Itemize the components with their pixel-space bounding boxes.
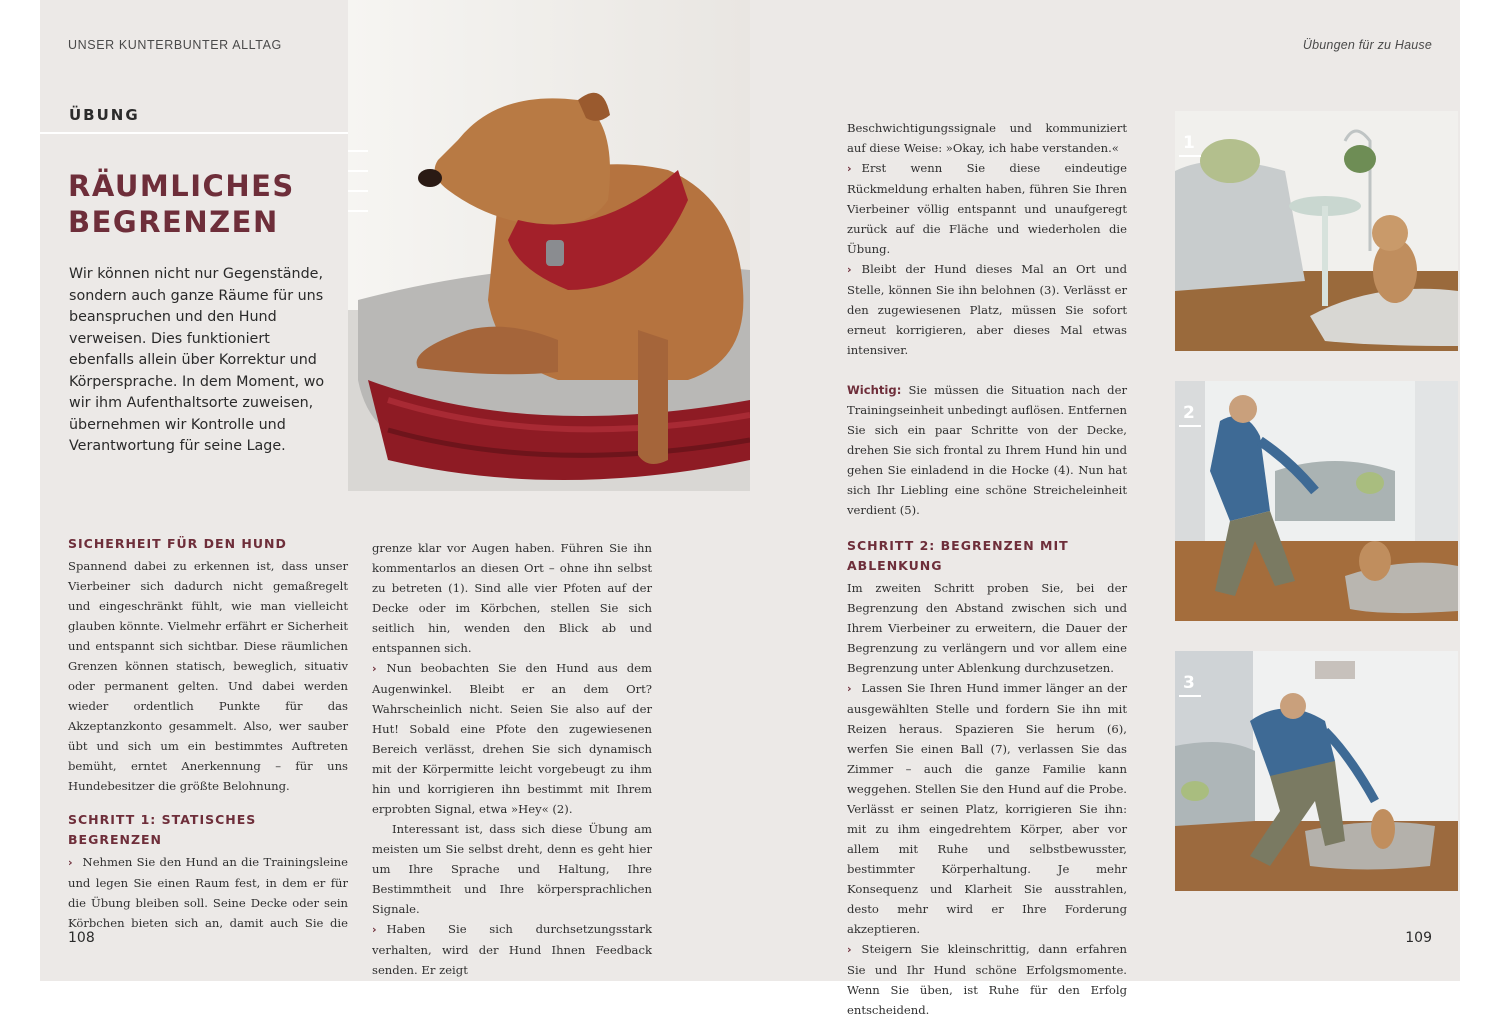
bullet-marker: ›: [372, 923, 377, 936]
step2-bullet-1: Lassen Sie Ihren Hund immer länger an der ausgewählten Stelle und fordern Sie ihn mit Reizen heraus. Spazieren Sie herum (6), werfen Sie einen Ball (7), verlassen Sie das Zimmer – auch die ganze Familie kann weggehen. Stellen Sie den Hund auf die Probe. Verlässt er seinen Platz, korrigieren Sie ihn: mit zu ihm eingedrehtem Körper, aber vor allem mit Ruhe und selbstbewusster, bestimmter Körperhaltung. Je mehr Konsequenz und Klarheit Sie ausstrahlen, desto mehr wird er Ihre Forderung akzeptieren.: [847, 681, 1127, 936]
section-heading-step1: SCHRITT 1: STATISCHES BEGRENZEN: [68, 812, 257, 847]
intro-paragraph: Wir können nicht nur Gegenstände, sondern auch ganze Räume für uns beanspruchen und den Hund verweisen. Dies funktioniert ebenfalls allein über Korrektur und Körpersprache. In dem Moment, wo wir ihm Aufenthaltsorte zuweisen, übernehmen wir Kontrolle und Verantwortung für seine Lage.: [69, 266, 325, 454]
step2-bullet-2: Steigern Sie kleinschrittig, dann erfahren Sie und Ihr Hund schöne Erfolgsmomente. Wenn Sie üben, ist Ruhe für den Erfolg entscheidend.: [847, 942, 1127, 1017]
bullet-marker: ›: [847, 943, 852, 956]
page-title: [68, 168, 348, 240]
right-page-column: [847, 118, 1127, 1020]
bullet-marker: ›: [847, 682, 852, 695]
page-number-left: 108: [68, 930, 95, 946]
step1-continuation: [372, 538, 652, 980]
important-label: Wichtig:: [847, 383, 902, 397]
title-line-2: BEGRENZEN: [68, 205, 279, 239]
photo-number-3: 3: [1183, 673, 1195, 693]
step-photo-2: [1175, 381, 1458, 621]
step2-paragraph: Im zweiten Schritt proben Sie, bei der Begrenzung den Abstand zwischen sich und Ihrem Vierbeiner zu erweitern, die Dauer der Begrenzung zu verlängern und vor allem eine Begrenzung unter Ablenkung durchzusetzen.: [847, 581, 1127, 675]
section-heading-safety: SICHERHEIT FÜR DEN HUND: [68, 536, 287, 551]
page-number-right: 109: [1405, 930, 1432, 946]
right-bullet-1: Erst wenn Sie diese eindeutige Rückmeldung erhalten haben, führen Sie Ihren Vierbeiner völlig entspannt und unaufgeregt zurück auf die Fläche und wiederholen die Übung.: [847, 161, 1127, 256]
right-bullet-2: Bleibt der Hund dieses Mal an Ort und Stelle, können Sie ihn belohnen (3). Verlässt er den zugewiesenen Platz, müssen Sie sofort erneut korrigieren, aber dieses Mal etwas intensiver.: [847, 262, 1127, 357]
step1-bullet-3: Haben Sie sich durchsetzungsstark verhalten, wird der Hund Ihnen Feedback senden. Er zeigt: [372, 922, 652, 977]
photo-number-rule: [1179, 425, 1201, 427]
running-title-right: Übungen für zu Hause: [1302, 38, 1432, 52]
step2-heading-line-1: SCHRITT 2: BEGRENZEN MIT: [847, 538, 1069, 553]
step2-heading-line-2: ABLENKUNG: [847, 558, 943, 573]
right-paragraph-1: Beschwichtigungssignale und kommuniziert auf diese Weise: »Okay, ich habe verstanden.«: [847, 121, 1127, 155]
section-heading-step2: [847, 536, 1127, 576]
left-page-column-1: [68, 534, 348, 932]
step1-bullet-1-cont: grenze klar vor Augen haben. Führen Sie ihn kommentarlos an diesen Ort – ohne ihn selbst zu betreten (1). Sind alle vier Pfoten auf der Decke oder im Körbchen, stellen Sie sich seitlich hin, wenden den Blick ab und entspannen sich.: [372, 541, 652, 655]
step2-text: [847, 578, 1127, 1020]
important-text: Sie müssen die Situation nach der Trainingseinheit unbedingt auflösen. Entfernen Sie sich ein paar Schritte von der Decke, drehen Sie sich frontal zu Ihrem Hund hin und gehen Sie einladend in die Hocke (4). Nun hat sich Ihr Liebling eine schöne Streicheleinheit verdient (5).: [847, 383, 1127, 517]
bullet-marker: ›: [68, 856, 73, 869]
exercise-label: ÜBUNG: [69, 106, 140, 124]
step1-bullet-1: Nehmen Sie den Hund an die Trainingsleine und legen Sie einen Raum fest, in dem er für die Übung bleiben soll. Seine Decke oder sein Körbchen bieten sich an, damit auch Sie die: [68, 855, 348, 930]
bullet-marker: ›: [372, 662, 377, 675]
step-photo-3: [1175, 651, 1458, 891]
bullet-marker: ›: [847, 263, 852, 276]
title-line-1: RÄUMLICHES: [68, 169, 295, 203]
dog-on-cushion-photo: [348, 0, 750, 491]
photo-number-rule: [1179, 695, 1201, 697]
right-text-block-1: [847, 118, 1127, 520]
running-title-left: UNSER KUNTERBUNTER ALLTAG: [68, 38, 282, 52]
photo-number-rule: [1179, 155, 1201, 157]
photo-number-2: 2: [1183, 403, 1195, 423]
photo-number-1: 1: [1183, 133, 1195, 153]
step1-text-start: [68, 852, 348, 932]
left-page-column-2: [372, 538, 652, 980]
section-safety-text: [68, 556, 348, 796]
header-rule: [40, 132, 368, 134]
decorative-ticks: [348, 150, 368, 230]
step1-bullet-2: Nun beobachten Sie den Hund aus dem Augenwinkel. Bleibt er an dem Ort? Wahrscheinlich nicht. Seien Sie also auf der Hut! Sobald eine Pfote den zugewiesenen Bereich verlässt, drehen Sie sich dynamisch mit der Körpermitte leicht vorgebeugt zu ihm hin und korrigieren ihn bestimmt mit Ihrem erprobten Signal, etwa »Hey« (2).: [372, 661, 652, 816]
step-photo-1: [1175, 111, 1458, 351]
step1-paragraph: Interessant ist, dass sich diese Übung am meisten um Sie selbst dreht, denn es geht hier um Ihre Sprache und Haltung, Ihre Bestimmtheit und Ihre körpersprachlichen Signale.: [372, 822, 652, 916]
bullet-marker: ›: [847, 162, 852, 175]
safety-paragraph: Spannend dabei zu erkennen ist, dass unser Vierbeiner sich dadurch nicht gemaßregelt und eingeschränkt fühlt, wie man vielleicht glauben könnte. Vielmehr erfährt er Sicherheit und entspannt sich sichtbar. Diese räumlichen Grenzen können statisch, beweglich, situativ oder permanent gelten. Und dabei werden wieder ordentlich Punkte für das Akzeptanzkonto gesammelt. Also, wer sauber übt und sich um ein bestimmtes Auftreten bemüht, erntet Anerkennung – für uns Hundebesitzer die größte Belohnung.: [68, 559, 348, 793]
